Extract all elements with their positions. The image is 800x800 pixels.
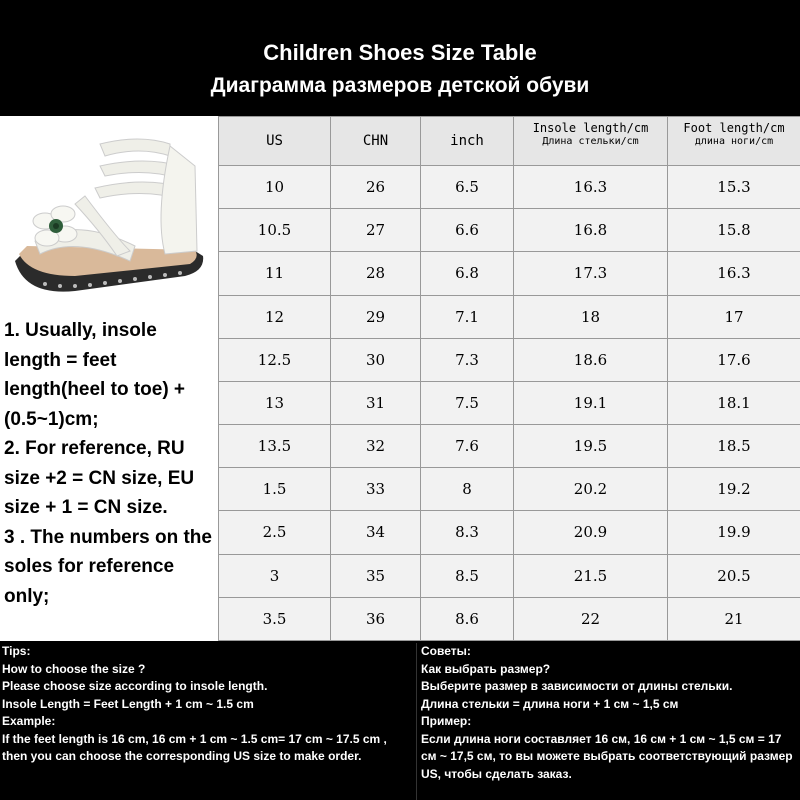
table-row <box>219 338 800 381</box>
tips-en-line: Please choose size according to insole length. <box>2 679 268 693</box>
us-size-cell: 1.5 <box>219 468 331 511</box>
foot-length-cell: 15.8 <box>668 209 800 252</box>
us-size-cell: 3.5 <box>219 597 331 640</box>
us-size-cell: 13.5 <box>219 425 331 468</box>
chn-size-cell: 34 <box>331 511 421 554</box>
us-size-cell: 12 <box>219 295 331 338</box>
us-size-cell: 11 <box>219 252 331 295</box>
chn-size-cell: 35 <box>331 554 421 597</box>
table-row <box>219 252 800 295</box>
foot-length-cell: 19.2 <box>668 468 800 511</box>
inch-cell: 7.5 <box>421 381 514 424</box>
header-insole-en: Insole length/cm <box>532 121 649 135</box>
header-inch: inch <box>421 117 514 166</box>
tips-ru-line: Если длина ноги составляет 16 см, 16 см + 1 см ~ 1,5 см = 17 <box>421 731 782 746</box>
insole-length-cell: 19.5 <box>514 425 668 468</box>
insole-length-cell: 21.5 <box>514 554 668 597</box>
note-2: 2. For reference, RU size +2 = CN size, EU size + 1 = CN size. <box>4 438 195 518</box>
table-row <box>219 425 800 468</box>
title-russian: Диаграмма размеров детской обуви <box>210 74 590 97</box>
inch-cell: 6.8 <box>421 252 514 295</box>
foot-length-cell: 17.6 <box>668 338 800 381</box>
inch-cell: 8.6 <box>421 597 514 640</box>
header-chn: CHN <box>331 117 421 166</box>
note-3: 3 . The numbers on the soles for reference only; <box>4 526 212 607</box>
tips-en-line: Example: <box>2 714 56 728</box>
insole-length-cell: 20.9 <box>514 511 668 554</box>
insole-length-cell: 18.6 <box>514 338 668 381</box>
chn-size-cell: 33 <box>331 468 421 511</box>
tips-en-line: If the feet length is 16 cm, 16 cm + 1 cm ~ 1.5 cm= 17 cm ~ 17.5 cm , <box>2 731 387 746</box>
chn-size-cell: 26 <box>331 166 421 209</box>
page-header <box>0 0 800 116</box>
foot-length-cell: 18.1 <box>668 381 800 424</box>
table-row <box>219 554 800 597</box>
tips-ru-line: Длина стельки = длина ноги + 1 см ~ 1,5 см <box>421 696 679 711</box>
insole-length-cell: 22 <box>514 597 668 640</box>
inch-cell: 8.3 <box>421 511 514 554</box>
inch-cell: 8 <box>421 468 514 511</box>
left-panel <box>0 116 218 641</box>
header-insole-ru: Длина стельки/cm <box>542 136 639 147</box>
foot-length-cell: 21 <box>668 597 800 640</box>
us-size-cell: 2.5 <box>219 511 331 554</box>
insole-length-cell: 20.2 <box>514 468 668 511</box>
table-row <box>219 381 800 424</box>
inch-cell: 7.6 <box>421 425 514 468</box>
note-1: 1. Usually, insole length = feet length(heel to toe) + (0.5~1)cm; <box>4 320 186 430</box>
foot-length-cell: 20.5 <box>668 554 800 597</box>
tips-russian <box>421 643 800 800</box>
inch-cell: 6.6 <box>421 209 514 252</box>
title-english: Children Shoes Size Table <box>263 40 537 65</box>
us-size-cell: 3 <box>219 554 331 597</box>
foot-length-cell: 18.5 <box>668 425 800 468</box>
foot-length-cell: 16.3 <box>668 252 800 295</box>
table-row <box>219 597 800 640</box>
inch-cell: 7.3 <box>421 338 514 381</box>
header-foot <box>668 117 800 166</box>
table-row <box>219 209 800 252</box>
tips-en-line: then you can choose the corresponding US size to make order. <box>2 749 362 763</box>
foot-length-cell: 19.9 <box>668 511 800 554</box>
tips-ru-line: Выберите размер в зависимости от длины стельки. <box>421 679 733 693</box>
tips-en-line: How to choose the size ? <box>2 661 146 676</box>
tips-divider <box>416 643 417 800</box>
insole-length-cell: 16.3 <box>514 166 668 209</box>
inch-cell: 7.1 <box>421 295 514 338</box>
tips-ru-line: см ~ 17,5 см, то вы можете выбрать соответствующий размер <box>421 749 793 763</box>
tips-ru-line: US, чтобы сделать заказ. <box>421 766 572 781</box>
table-header-row <box>219 117 800 166</box>
chn-size-cell: 32 <box>331 425 421 468</box>
tips-en-line: Insole Length = Feet Length + 1 cm ~ 1.5 cm <box>2 696 254 711</box>
table-row <box>219 295 800 338</box>
tips-en-line: Tips: <box>2 644 31 658</box>
foot-length-cell: 17 <box>668 295 800 338</box>
header-us: US <box>219 117 331 166</box>
insole-length-cell: 16.8 <box>514 209 668 252</box>
insole-length-cell: 17.3 <box>514 252 668 295</box>
sandal-image <box>5 126 210 306</box>
us-size-cell: 13 <box>219 381 331 424</box>
header-foot-en: Foot length/cm <box>683 121 785 135</box>
size-notes <box>4 316 218 611</box>
foot-length-cell: 15.3 <box>668 166 800 209</box>
table-row <box>219 511 800 554</box>
insole-length-cell: 18 <box>514 295 668 338</box>
chn-size-cell: 36 <box>331 597 421 640</box>
tips-english <box>2 643 417 800</box>
us-size-cell: 10.5 <box>219 209 331 252</box>
inch-cell: 6.5 <box>421 166 514 209</box>
chn-size-cell: 28 <box>331 252 421 295</box>
chn-size-cell: 29 <box>331 295 421 338</box>
chn-size-cell: 31 <box>331 381 421 424</box>
tips-ru-line: Советы: <box>421 644 471 658</box>
header-foot-ru: длина ноги/cm <box>694 136 774 147</box>
header-insole <box>514 117 668 166</box>
us-size-cell: 10 <box>219 166 331 209</box>
tips-ru-line: Как выбрать размер? <box>421 661 551 676</box>
table-row <box>219 166 800 209</box>
insole-length-cell: 19.1 <box>514 381 668 424</box>
size-table <box>218 116 800 641</box>
us-size-cell: 12.5 <box>219 338 331 381</box>
table-row <box>219 468 800 511</box>
tips-ru-line: Пример: <box>421 714 472 728</box>
chn-size-cell: 27 <box>331 209 421 252</box>
inch-cell: 8.5 <box>421 554 514 597</box>
chn-size-cell: 30 <box>331 338 421 381</box>
